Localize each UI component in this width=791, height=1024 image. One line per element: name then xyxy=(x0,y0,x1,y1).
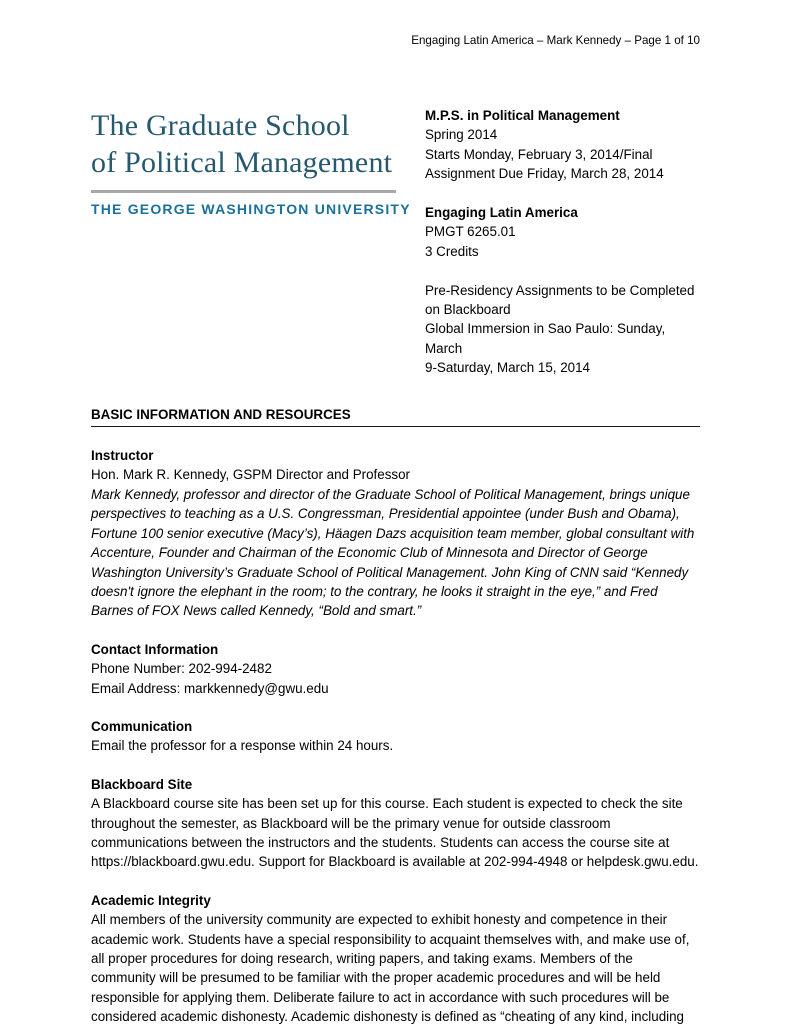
gspm-logo xyxy=(91,104,425,219)
academic-integrity-section xyxy=(91,891,700,1024)
contact-section xyxy=(91,640,700,698)
instructor-name-line: Hon. Mark R. Kennedy, GSPM Director and Professor xyxy=(91,467,411,483)
term: Spring 2014 xyxy=(425,127,498,143)
logo-university-name: THE GEORGE WASHINGTON UNIVERSITY xyxy=(91,201,411,217)
assignments-line-2: on Blackboard xyxy=(425,302,511,318)
basic-information-heading: BASIC INFORMATION AND RESOURCES xyxy=(91,405,700,427)
credits: 3 Credits xyxy=(425,243,479,259)
contact-heading: Contact Information xyxy=(91,641,219,657)
immersion-line-1: Global Immersion in Sao Paulo: Sunday, March xyxy=(425,321,666,356)
course-info-block xyxy=(425,104,700,378)
academic-integrity-heading: Academic Integrity xyxy=(91,892,211,908)
instructor-section xyxy=(91,446,700,621)
logo-line-1: The Graduate School xyxy=(91,109,350,142)
phone-number: Phone Number: 202-994-2482 xyxy=(91,661,272,677)
academic-integrity-body: All members of the university community are expected to exhibit honesty and competence in their academic work. Students have a special responsibility to acquaint themselves with, and make use of, all proper procedures for doing research, writing papers, and taking exams. Members of the community will be presumed to be familiar with the proper academic procedures and will be held responsible for applying them. Deliberate failure to act in accordance with such procedures will be considered academic dishonesty. Academic dishonesty is defined as “cheating of any kind, including xyxy=(91,912,690,1024)
immersion-line-2: 9-Saturday, March 15, 2014 xyxy=(425,360,590,376)
program-name: M.P.S. in Political Management xyxy=(425,108,620,123)
blackboard-body: A Blackboard course site has been set up for this course. Each student is expected to check the site throughout the semester, as Blackboard will be the primary venue for outside classroom communications between the instructors and the students. Students can access the course site at https://blackboard.gwu.edu. Support for Blackboard is available at 202-994-4948 or helpdesk.gwu.edu. xyxy=(91,796,699,870)
spacer xyxy=(425,261,700,280)
logo-divider xyxy=(91,190,396,193)
start-date-line-2: Assignment Due Friday, March 28, 2014 xyxy=(425,166,664,182)
start-date-line-1: Starts Monday, February 3, 2014/Final xyxy=(425,146,653,162)
instructor-bio: Mark Kennedy, professor and director of the Graduate School of Political Management, brings unique perspectives to teaching as a U.S. Congressman, Presidential appointee (under Bush and Obama), Fortune 100 senior executive (Macy’s), Häagen Dazs acquisition team member, global consultant with Accenture, Founder and Chairman of the Economic Club of Minnesota and Director of George Washington University’s Graduate School of Political Management. John King of CNN said “Kennedy doesn't ignore the elephant in the room; to the contrary, he looks it straight in the eye,” and Fred Barnes of FOX News called Kennedy, “Bold and smart.” xyxy=(91,486,695,619)
instructor-heading: Instructor xyxy=(91,448,154,464)
top-section xyxy=(91,104,700,378)
assignments-line-1: Pre-Residency Assignments to be Completed xyxy=(425,282,695,298)
running-header: Engaging Latin America – Mark Kennedy – Page 1 of 10 xyxy=(411,34,700,47)
communication-section xyxy=(91,717,700,756)
blackboard-heading: Blackboard Site xyxy=(91,776,193,792)
logo-line-2: of Political Management xyxy=(91,146,393,179)
course-number: PMGT 6265.01 xyxy=(425,224,516,240)
blackboard-section xyxy=(91,775,700,872)
communication-heading: Communication xyxy=(91,718,193,734)
spacer xyxy=(425,184,700,203)
course-title: Engaging Latin America xyxy=(425,205,578,221)
communication-body: Email the professor for a response within 24 hours. xyxy=(91,738,394,754)
email-address: Email Address: markkennedy@gwu.edu xyxy=(91,680,329,696)
